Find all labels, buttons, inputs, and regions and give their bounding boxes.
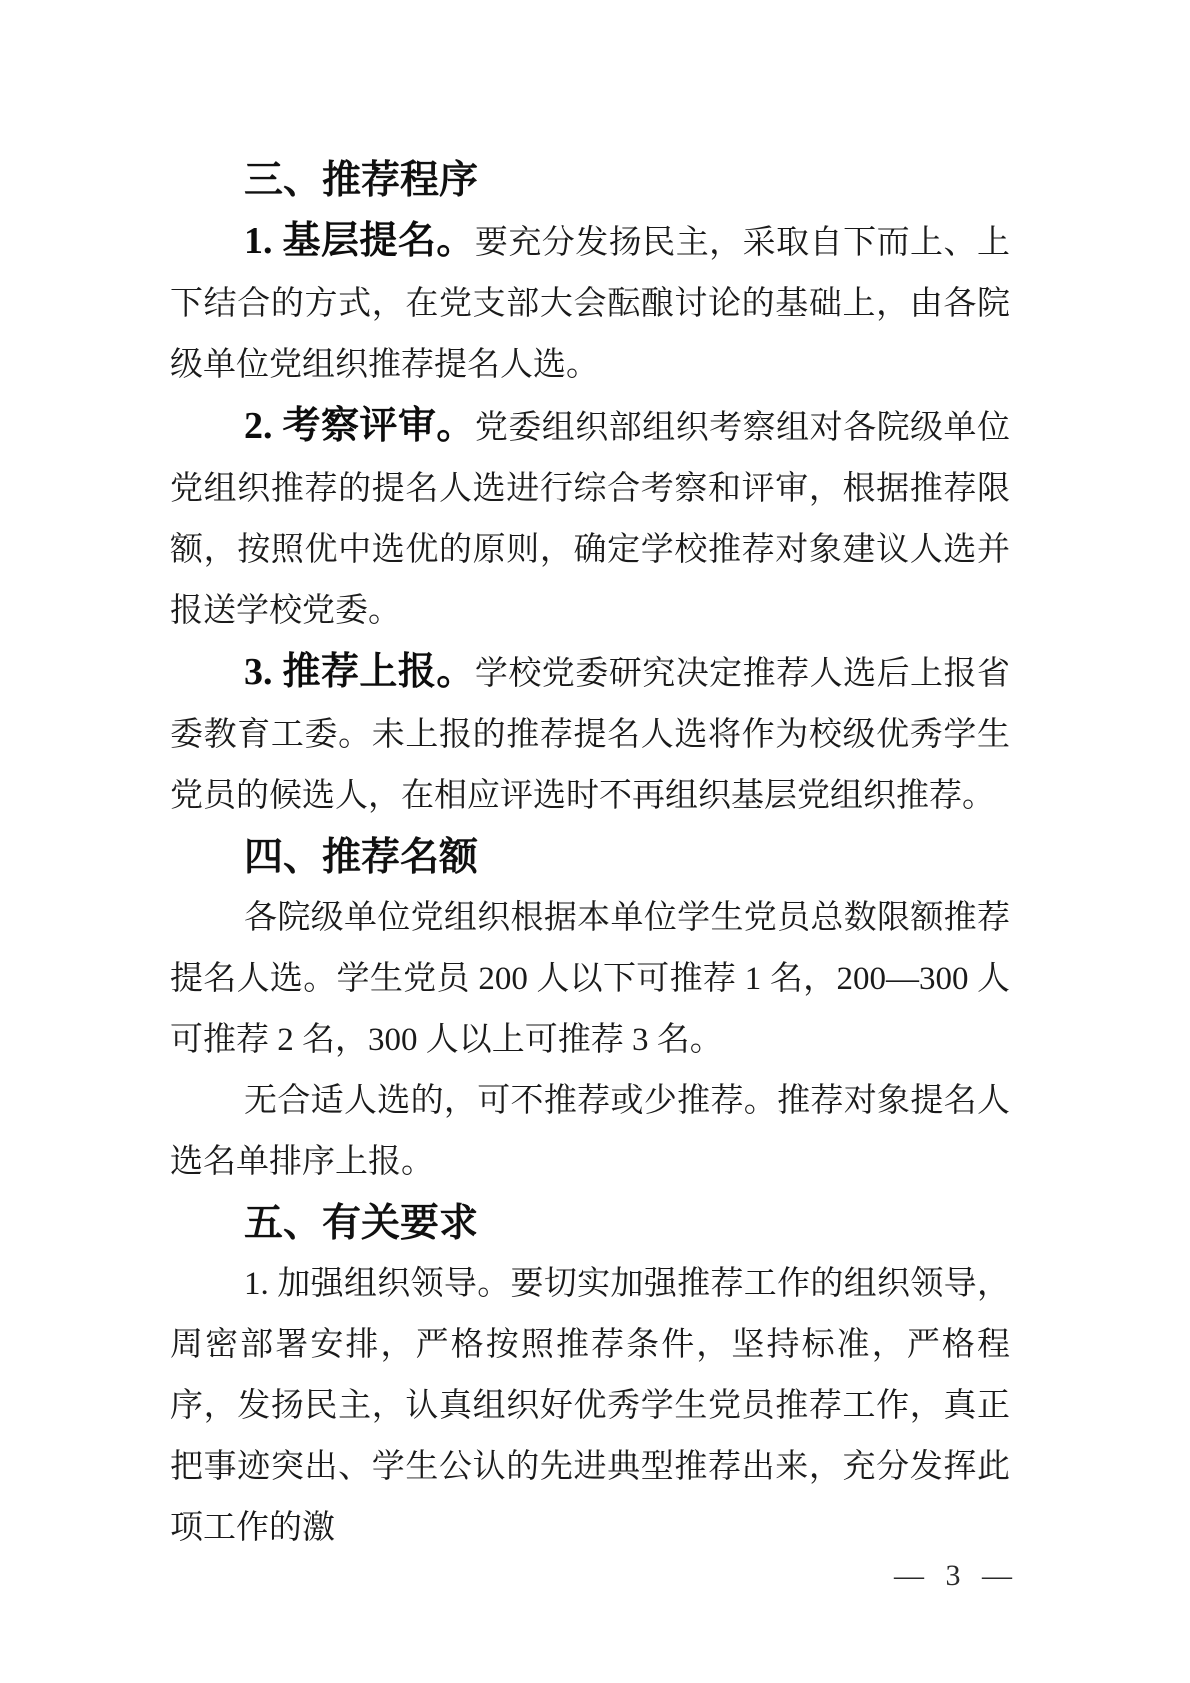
paragraph	[170, 396, 1010, 642]
section-recommendation-quota	[170, 827, 1010, 1193]
paragraph-text: 各院级单位党组织根据本单位学生党员总数限额推荐提名人选。学生党员 200 人以下可推荐 1 名，200—300 人可推荐 2 名，300 人以上可推荐 3 名。	[170, 900, 1010, 1058]
paragraph-text: 党委组织部组织考察组对各院级单位党组织推荐的提名人选进行综合考察和评审，根据推荐限额，按照优中选优的原则，确定学校推荐对象建议人选并报送学校党委。	[170, 410, 1010, 629]
section-recommendation-procedure	[170, 150, 1010, 827]
section-related-requirements	[170, 1193, 1010, 1559]
paragraph	[170, 642, 1010, 827]
paragraph	[170, 1254, 1010, 1559]
paragraph-lead: 2. 考察评审。	[244, 405, 475, 447]
paragraph	[170, 888, 1010, 1071]
paragraph-lead: 3. 推荐上报。	[244, 651, 475, 693]
paragraph-text: 学校党委研究决定推荐人选后上报省委教育工委。未上报的推荐提名人选将作为校级优秀学生党员的候选人，在相应评选时不再组织基层党组织推荐。	[170, 656, 1010, 814]
paragraph-lead: 1. 基层提名。	[244, 220, 475, 262]
section-heading: 五、有关要求	[244, 1202, 479, 1245]
paragraph-text: 1. 加强组织领导。要切实加强推荐工作的组织领导，周密部署安排，严格按照推荐条件，坚持标准，严格程序，发扬民主，认真组织好优秀学生党员推荐工作，真正把事迹突出、学生公认的先进典型推荐出来，充分发挥此项工作的激	[170, 1266, 1010, 1546]
paragraph-text: 无合适人选的，可不推荐或少推荐。推荐对象提名人选名单排序上报。	[170, 1083, 1010, 1180]
paragraph-text: 要充分发扬民主，采取自下而上、上下结合的方式，在党支部大会酝酿讨论的基础上，由各院级单位党组织推荐提名人选。	[170, 225, 1010, 383]
page-number: — 3 —	[894, 1559, 1012, 1592]
paragraph	[170, 211, 1010, 396]
paragraph	[170, 1071, 1010, 1193]
section-heading: 四、推荐名额	[244, 836, 479, 879]
section-heading: 三、推荐程序	[244, 159, 479, 202]
